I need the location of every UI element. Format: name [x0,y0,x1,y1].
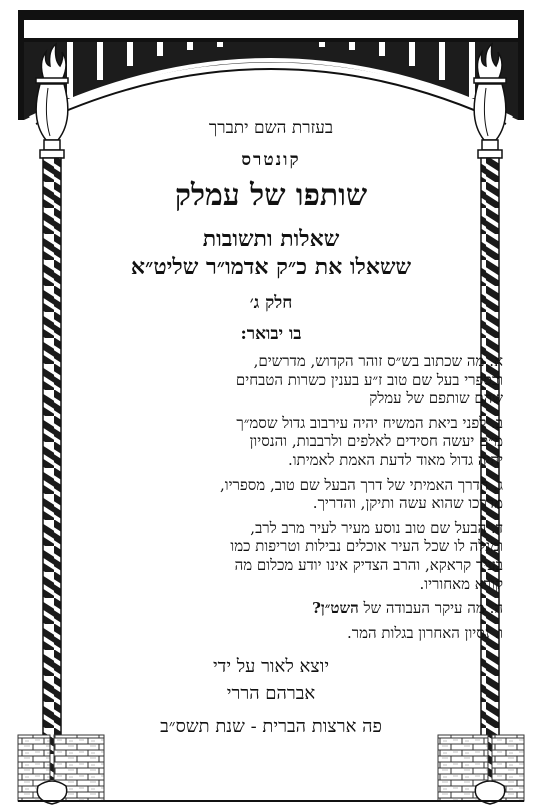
item-line: קורא מאחוריו. [419,574,503,593]
list-item [60,414,503,470]
subtitle-1: שאלות ותשובות [202,226,340,252]
item-prefix: ה. מה עיקר העבודה של [358,599,503,618]
list-item [60,599,503,618]
item-line: שהם שותפם של עמלק [369,389,503,408]
item-line: יהיה גדול מאוד לדעת האמת לאמיתו. [287,450,503,469]
item-line: ו. נסיון האחרון בגלות המר. [346,623,503,642]
item-line: מ״ם יעשה חסידים לאלפים ולרבבות, והנסיון [249,432,503,451]
publisher-line-1: יוצא לאור על ידי [212,656,330,677]
contents-list [60,352,503,648]
item-line: ומגלה לו שכל העיר אוכלים נבילות וטריפות כמו [230,537,503,556]
list-item [60,476,503,513]
blessing-heading: בעזרת השם יתברך [208,118,334,138]
publisher-name: אברהם הררי [226,683,316,704]
item-line: ובספרי בעל שם טוב ז״ע בענין כשרות הטבחים [235,370,503,389]
twisted-rope-column [43,158,61,786]
subtitle-2: ששאלו את כ״ק אדמו״ר שליט״א [130,254,412,280]
list-item [60,519,503,593]
item-line: ג. הדרך האמיתי של דרך הבעל שם טוב, מספריו, [220,475,503,494]
booklet-label: קונטרס [241,150,301,170]
part-number: חלק ג׳ [249,293,293,313]
item-line: ד. הבעל שם טוב נוסע מעיר לעיר מרב לרב, [250,518,503,537]
gate-frame-top [18,10,524,20]
item-line [60,599,503,618]
list-item [60,624,503,643]
item-line: מדרכו שהוא עשה ותיקן, והדריך. [312,494,503,513]
item-emphasis: השט״ן? [312,599,359,618]
item-line: בעיר קראקא, והרב הצדיק אינו יודע מכלום מה [234,555,503,574]
item-line: ב. לפני ביאת המשיח יהיה עירבוב גדול שסמ״ך [236,413,503,432]
item-line: א. מה שכתוב בש״ס זוהר הקדוש, מדרשים, [253,352,503,370]
list-item [60,352,503,408]
page-title: שותפו של עמלק [174,178,368,213]
contents-heading: בו יבואר: [240,324,302,344]
place-and-year: פה ארצות הברית - שנת תשס״ב [160,716,382,737]
